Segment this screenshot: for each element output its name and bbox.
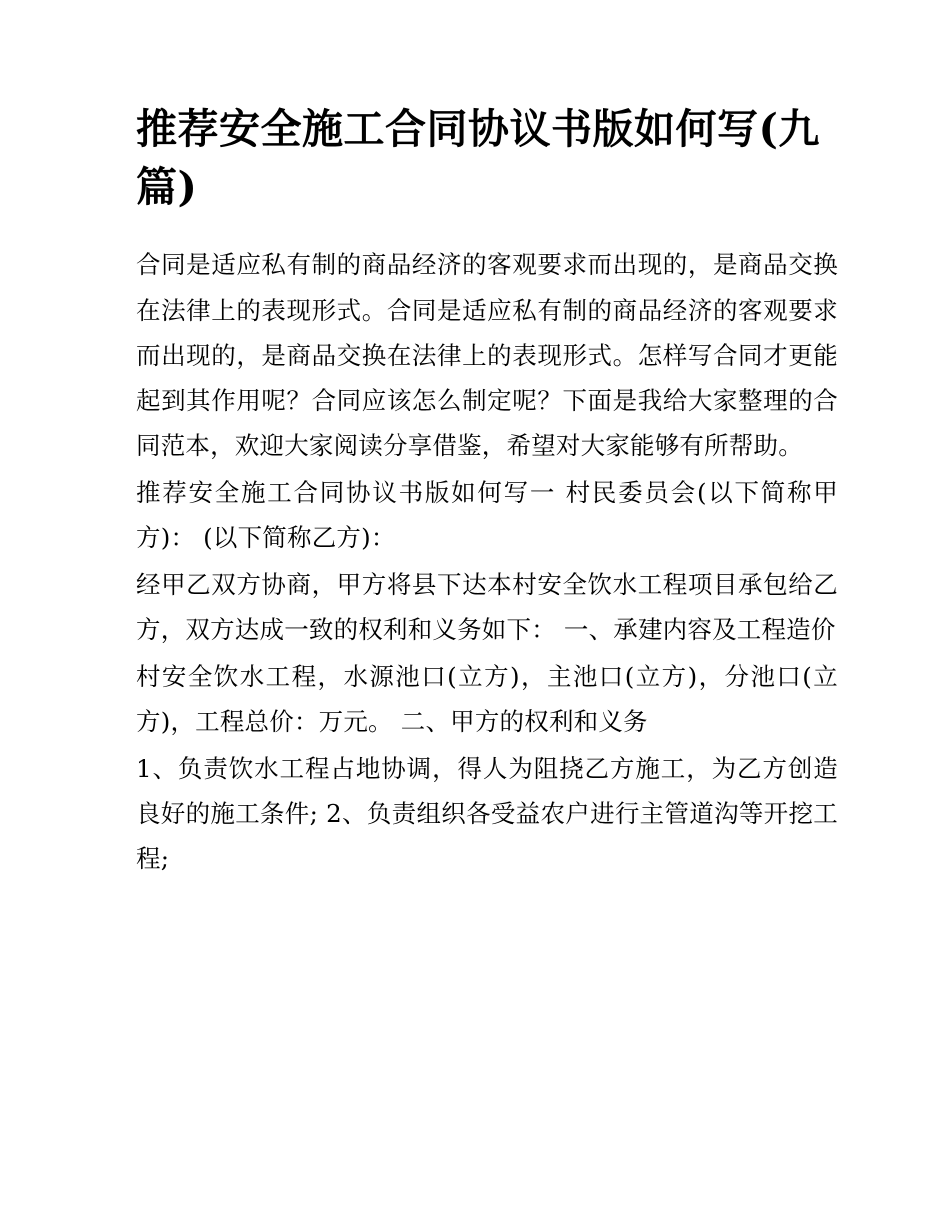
- paragraph: 1、负责饮水工程占地协调，得人为阻挠乙方施工，为乙方创造良好的施工条件; 2、负责组织各受益农户进行主管道沟等开挖工程;: [136, 754, 838, 874]
- page-title: 推荐安全施工合同协议书版如何写(九篇): [136, 105, 820, 212]
- paragraph: 村安全饮水工程，水源池口(立方)，主池口(立方)，分池口(立方)，工程总价：万元。 二、甲方的权利和义务: [136, 662, 838, 737]
- paragraph: 经甲乙双方协商，甲方将县下达本村安全饮水工程项目承包给乙方，双方达成一致的权利和义务如下： 一、承建内容及工程造价: [136, 569, 838, 645]
- document-body: [136, 242, 838, 881]
- paragraph: 推荐安全施工合同协议书版如何写一 村民委员会(以下简称甲方)： (以下简称乙方)：: [136, 477, 838, 552]
- paragraph: 合同是适应私有制的商品经济的客观要求而出现的，是商品交换在法律上的表现形式。合同是适应私有制的商品经济的客观要求而出现的，是商品交换在法律上的表现形式。怎样写合同才更能起到其作用呢？合同应该怎么制定呢？下面是我给大家整理的合同范本，欢迎大家阅读分享借鉴，希望对大家能够有所帮助。: [136, 250, 838, 460]
